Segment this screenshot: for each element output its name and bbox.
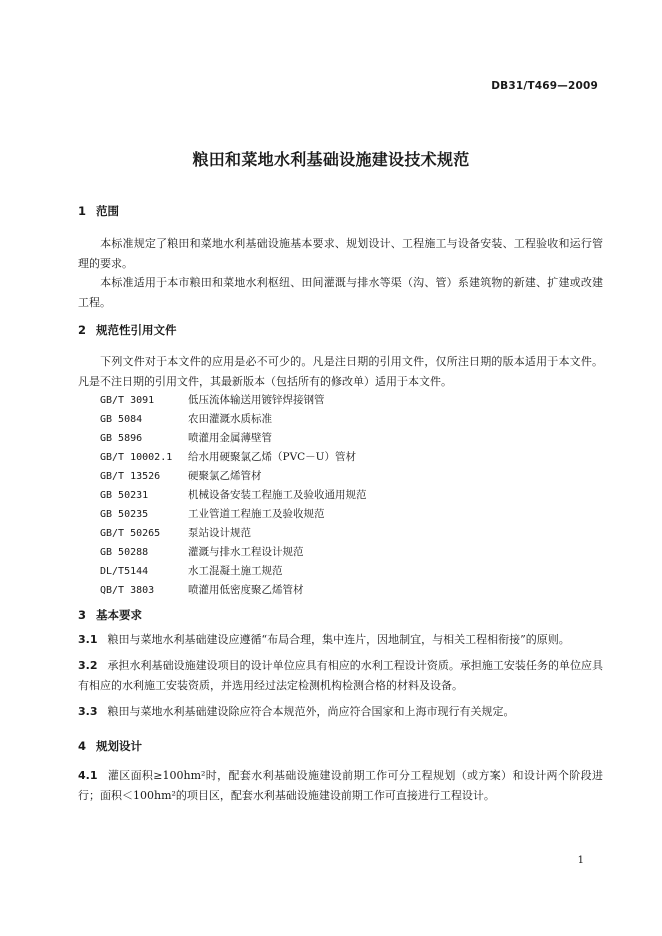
reference-item: GB/T 3091 低压流体输送用镀锌焊接钢管 [100, 394, 325, 406]
document-title: 粮田和菜地水利基础设施建设技术规范 [192, 150, 470, 169]
page-number: 1 [577, 855, 584, 866]
section-number: 2 [78, 323, 87, 337]
standard-code: DB31/T469—2009 [491, 80, 598, 92]
section-title: 范围 [96, 204, 119, 218]
section-1-paragraph-2: 本标准适用于本市粮田和菜地水利枢纽、田间灌溉与排水等渠（沟、管）系建筑物的新建、扩建或改建工程。 [78, 276, 603, 309]
section-title: 基本要求 [96, 608, 142, 622]
section-2-paragraph: 下列文件对于本文件的应用是必不可少的。凡是注日期的引用文件，仅所注日期的版本适用于本文件。凡是不注日期的引用文件，其最新版本（包括所有的修改单）适用于本文件。 [78, 355, 603, 388]
section-3-heading [78, 607, 142, 623]
reference-item: GB 5896 喷灌用金属薄壁管 [100, 432, 272, 444]
clause-3-1: 3.1 粮田与菜地水利基础建设应遵循“布局合理，集中连片，因地制宜，与相关工程相衔接”的原则。 [78, 633, 570, 646]
section-1-paragraph-1: 本标准规定了粮田和菜地水利基础设施基本要求、规划设计、工程施工与设备安装、工程验收和运行管理的要求。 [78, 237, 603, 270]
section-title: 规范性引用文件 [96, 323, 177, 337]
clause-3-2: 3.2 承担水利基础设施建设项目的设计单位应具有相应的水利工程设计资质。承担施工安装任务的单位应具有相应的水利施工安装资质，并选用经过法定检测机构检测合格的材料及设备。 [78, 659, 603, 692]
reference-item: GB/T 10002.1 给水用硬聚氯乙烯（PVC－U）管材 [100, 451, 357, 463]
reference-item: GB 50288 灌溉与排水工程设计规范 [100, 546, 304, 558]
clause-3-3: 3.3 粮田与菜地水利基础建设除应符合本规范外，尚应符合国家和上海市现行有关规定。 [78, 705, 515, 718]
reference-item: GB 50231 机械设备安装工程施工及验收通用规范 [100, 489, 367, 501]
reference-item: GB 5084 农田灌溉水质标准 [100, 413, 272, 425]
section-number: 3 [78, 608, 87, 622]
section-number: 4 [78, 739, 87, 753]
section-number: 1 [78, 204, 87, 218]
section-4-heading [78, 738, 142, 754]
reference-item: GB/T 50265 泵站设计规范 [100, 527, 251, 539]
reference-item: GB/T 13526 硬聚氯乙烯管材 [100, 470, 262, 482]
reference-item: GB 50235 工业管道工程施工及验收规范 [100, 508, 325, 520]
section-1-heading [78, 203, 119, 219]
section-title: 规划设计 [96, 739, 142, 753]
reference-item: DL/T5144 水工混凝土施工规范 [100, 565, 283, 577]
section-2-heading [78, 322, 177, 338]
reference-item: QB/T 3803 喷灌用低密度聚乙烯管材 [100, 584, 304, 596]
clause-4-1: 4.1 灌区面积≥100hm²时，配套水利基础设施建设前期工作可分工程规划（或方案）和设计两个阶段进行；面积＜100hm²的项目区，配套水利基础设施建设前期工作可直接进行工程设计。 [78, 769, 603, 802]
